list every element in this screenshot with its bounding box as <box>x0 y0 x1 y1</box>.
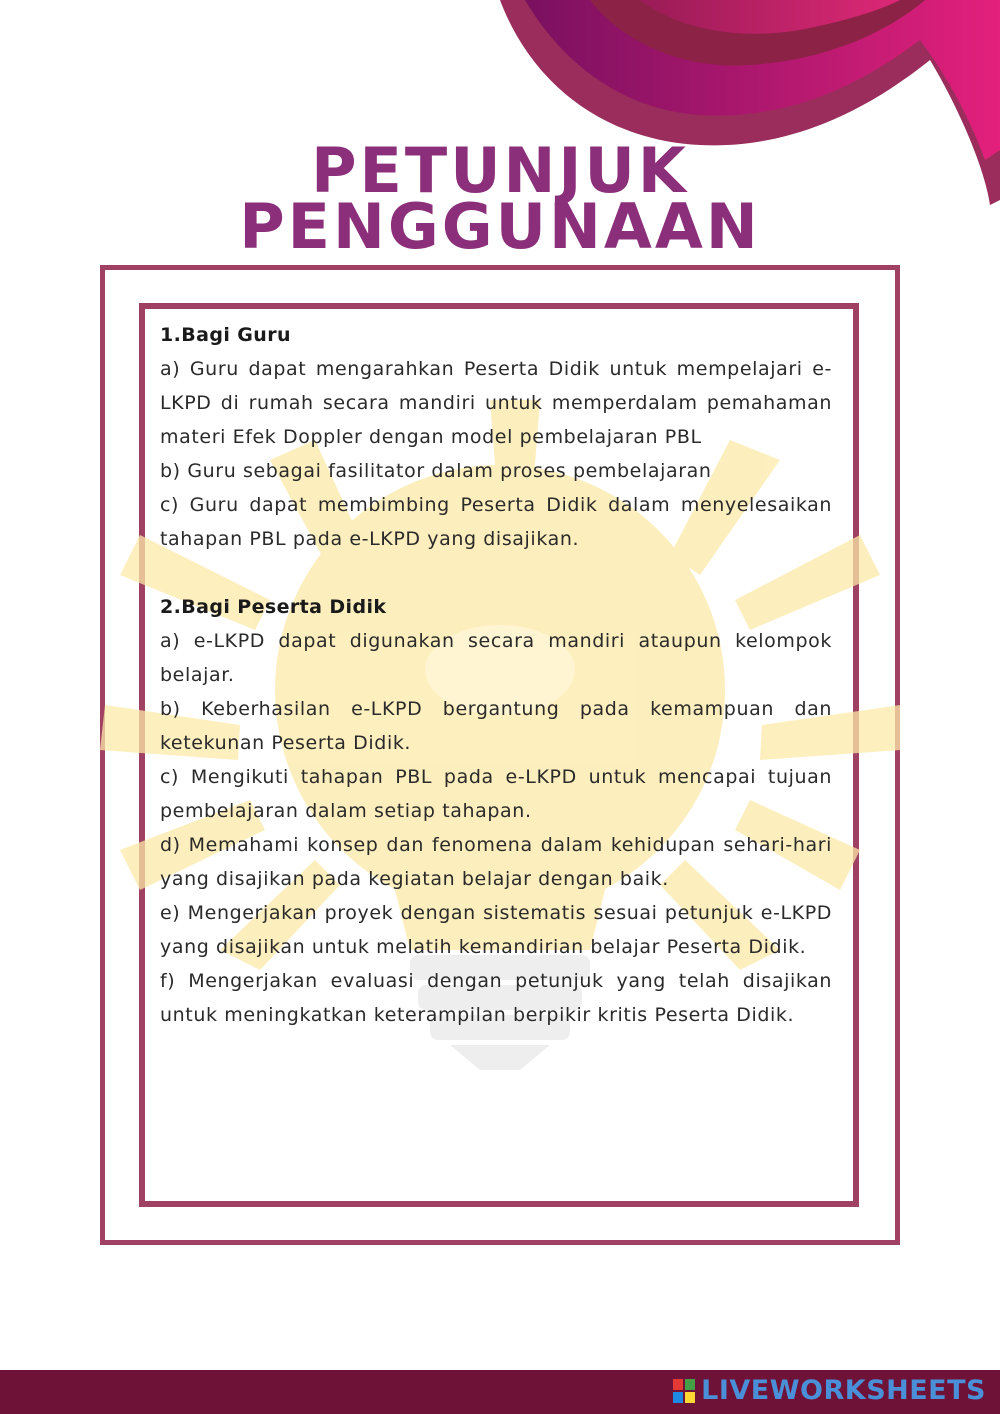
guru-item-a: a) Guru dapat mengarahkan Peserta Didik untuk mempelajari e-LKPD di rumah secara mandiri untuk memperdalam pemahaman materi Efek Doppler dengan model pembelajaran PBL <box>160 358 832 448</box>
peserta-item-c: c) Mengikuti tahapan PBL pada e-LKPD untuk mencapai tujuan pembelajaran dalam setiap tahapan. <box>160 766 832 822</box>
guru-item-b: b) Guru sebagai fasilitator dalam proses pembelajaran <box>160 460 712 482</box>
liveworksheets-logo-text: LIVEWORKSHEETS <box>701 1375 986 1406</box>
peserta-item-d: d) Memahami konsep dan fenomena dalam kehidupan sehari-hari yang disajikan pada kegiatan belajar dengan baik. <box>160 834 832 890</box>
peserta-item-e: e) Mengerjakan proyek dengan sistematis sesuai petunjuk e-LKPD yang disajikan untuk melatih kemandirian belajar Peserta Didik. <box>160 902 832 958</box>
liveworksheets-logo-icon <box>673 1379 695 1403</box>
peserta-item-f: f) Mengerjakan evaluasi dengan petunjuk yang telah disajikan untuk meningkatkan keterampilan berpikir kritis Peserta Didik. <box>160 970 832 1026</box>
page-title-line1: PETUNJUK <box>311 134 689 207</box>
instructions-content <box>160 318 832 1032</box>
guru-item-c: c) Guru dapat membimbing Peserta Didik dalam menyelesaikan tahapan PBL pada e-LKPD yang disajikan. <box>160 494 832 550</box>
peserta-item-b: b) Keberhasilan e-LKPD bergantung pada kemampuan dan ketekunan Peserta Didik. <box>160 698 832 754</box>
page-title-line2: PENGGUNAAN <box>239 190 761 263</box>
footer-bar <box>0 1370 1000 1414</box>
section-heading-peserta-didik: 2.Bagi Peserta Didik <box>160 596 387 618</box>
liveworksheets-logo[interactable] <box>673 1375 986 1406</box>
peserta-item-a: a) e-LKPD dapat digunakan secara mandiri ataupun kelompok belajar. <box>160 630 832 686</box>
section-heading-guru: 1.Bagi Guru <box>160 324 291 346</box>
section-spacer <box>160 556 832 590</box>
